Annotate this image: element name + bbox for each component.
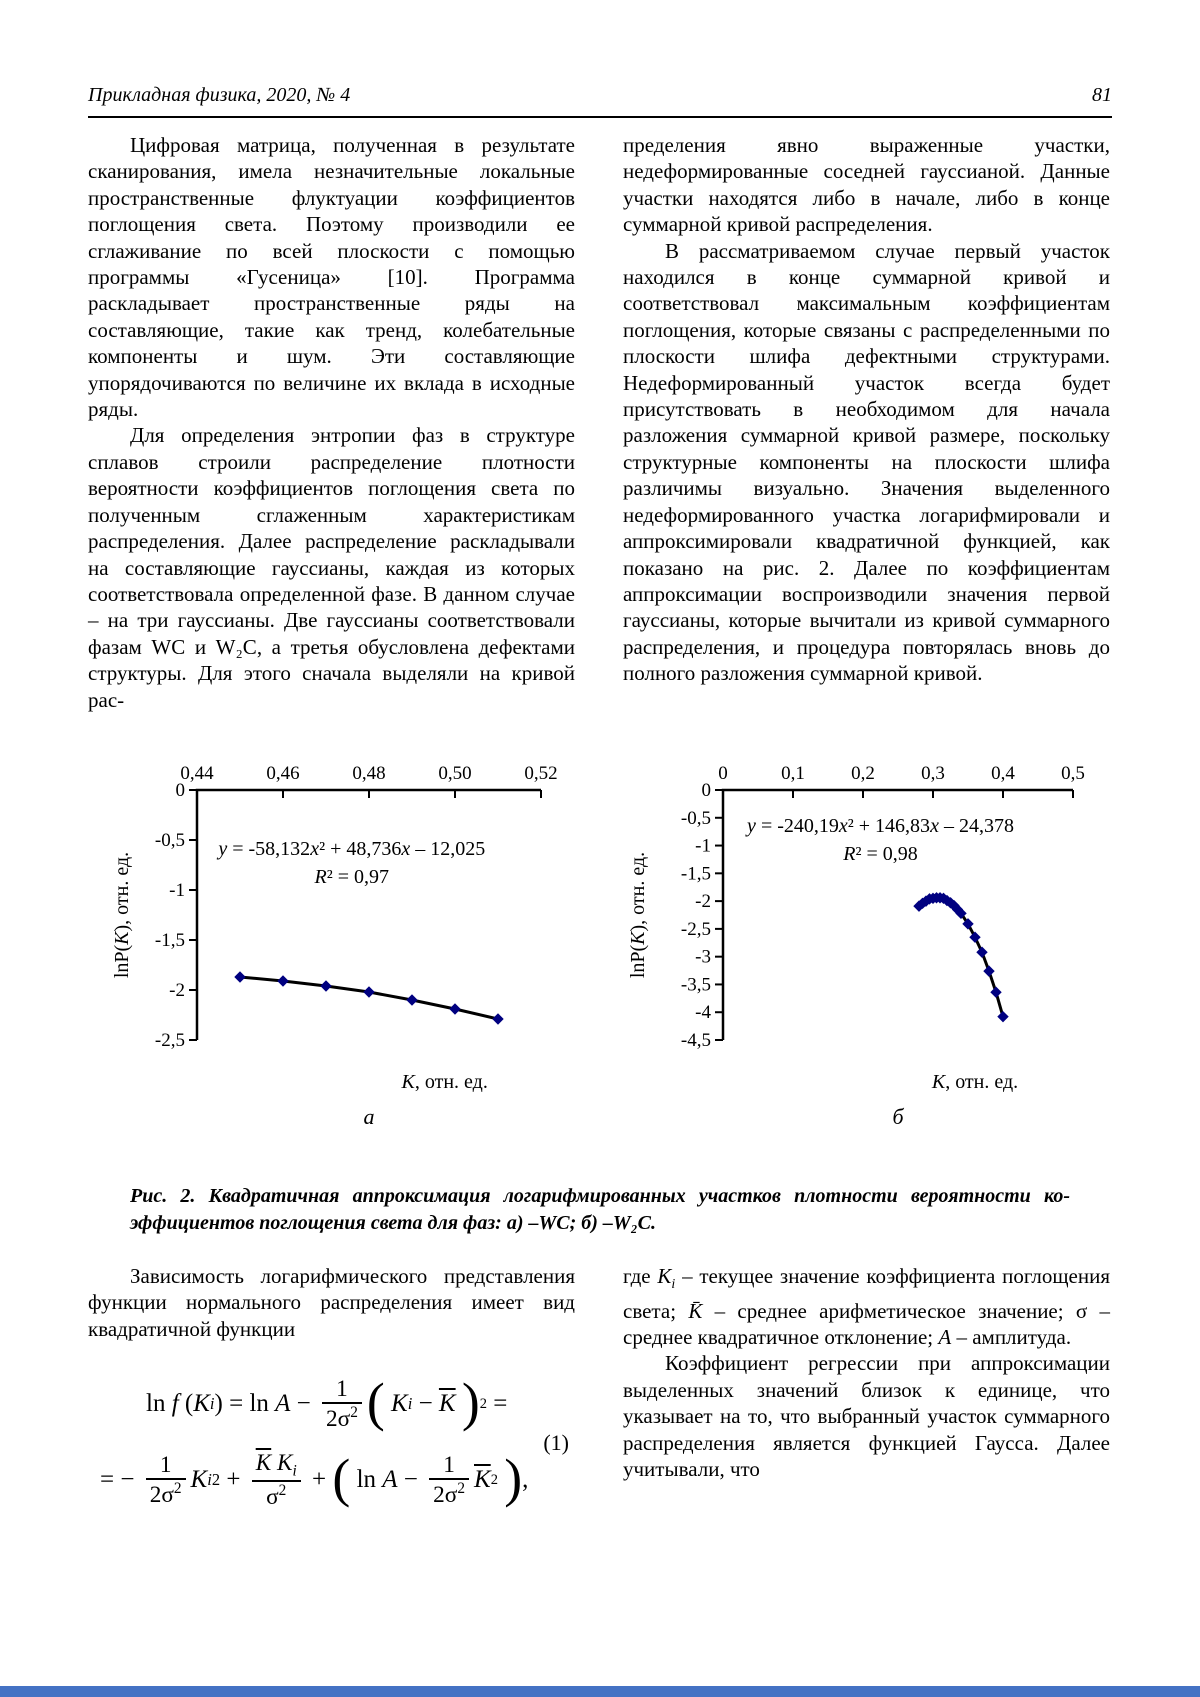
svg-text:0: 0 <box>701 779 711 801</box>
figure-2-panels <box>0 735 1200 1165</box>
svg-text:-1,5: -1,5 <box>680 863 711 885</box>
svg-text:0,48: 0,48 <box>352 762 386 784</box>
svg-text:а: а <box>363 1103 375 1129</box>
svg-text:б: б <box>892 1103 904 1129</box>
svg-text:K, отн. ед.: K, отн. ед. <box>401 1070 488 1093</box>
svg-text:0,50: 0,50 <box>438 762 472 784</box>
left-column <box>88 132 575 713</box>
svg-text:-0,5: -0,5 <box>680 807 711 829</box>
equation-line-1: ln f ( K i ) = ln A − $\frac{1}{2\sigma^2}$ ( K i − $\overline{K}$ ) 2 = <box>146 1372 508 1433</box>
paragraph: Зависимость логарифмического представления функции нормального распределения имеет вид квадратичной функции <box>88 1263 575 1341</box>
svg-text:K, отн. ед.: K, отн. ед. <box>931 1070 1019 1093</box>
chart-b-svg <box>618 735 1098 1165</box>
equation-number: (1) <box>543 1429 569 1455</box>
right-column-bottom <box>623 1263 1110 1510</box>
svg-text:-1,5: -1,5 <box>154 929 185 951</box>
paragraph: В рассматриваемом случае первый участок находился в конце суммарной кривой и соответствовал максимальным коэффициентам поглощения, которые связаны с распределенными по плоскости шлифа дефектными структурами. Недеформированный участок всегда будет присутствовать в необходимом для начала разложения суммарной кривой размере, поскольку структурные компоненты на плоскости шлифа различимы визуально. Значения выделенного недеформированного участка логарифмировали и аппроксимировали квадратичной функцией, как показано на рис. 2. Далее по коэффициентам аппроксимации воспроизводили значения первой гауссианы, которые вычитали из кривой суммарного распределения, и процедура повторялась вновь до полного разложения суммарной кривой. <box>623 238 1110 686</box>
svg-text:0,46: 0,46 <box>266 762 300 784</box>
figure-caption-line1: Рис. 2. Квадратичная аппроксимация логарифмированных участков плотности вероятности ко- <box>130 1184 1070 1207</box>
paragraph: Коэффициент регрессии при аппроксимации выделенных значений близок к единице, что указывает на то, что выбранный участок суммарного распределения является функцией Гаусса. Далее учитывали, что <box>623 1351 1110 1481</box>
paragraph: Цифровая матрица, полученная в результате сканирования, имела незначительные локальные пространственные флуктуации коэффициентов поглощения света. Поэтому производили ее сглаживание по всей плоскости с помощью программы «Гусеница» [10]. Программа раскладывает пространственные ряды на составляющие, такие как тренд, колебательные компоненты и шум. Эти составляющие упорядочиваются по величине их вклада в исходные ряды. <box>88 133 575 422</box>
svg-text:0: 0 <box>175 779 185 801</box>
top-text-columns <box>88 132 1112 713</box>
paragraph: Для определения энтропии фаз в структуре сплавов строили распределение плотности вероятности коэффициентов поглощения света по полученным сглаженным характеристикам распределения. Далее распределение раскладывали на составляющие гауссианы, каждая из которых соответствовала определенной фазе. В данном случае – на три гауссианы. Две гауссианы соответствовали фазам WC и W₂C, а третья обусловлена дефектами структуры. Для этого сначала выделяли на кривой рас- <box>88 423 575 712</box>
svg-text:0,2: 0,2 <box>851 762 875 784</box>
equation-line-2: = − $\frac{1}{2\sigma^2}$ K i 2 + $\frac{\overline{K} K_i}{\sigma^2}$ + ( ln A − $\frac{1}{2\sigma^2}$ $\overline{K}$ 2 ) , <box>100 1447 529 1510</box>
svg-text:0,3: 0,3 <box>921 762 945 784</box>
svg-text:0,1: 0,1 <box>781 762 805 784</box>
svg-text:y = -58,132x² + 48,736x – 12,0: y = -58,132x² + 48,736x – 12,025 <box>218 837 486 860</box>
svg-text:0,5: 0,5 <box>1061 762 1085 784</box>
svg-text:y = -240,19x² + 146,83x – 24,3: y = -240,19x² + 146,83x – 24,378 <box>747 814 1014 837</box>
bottom-blue-bar <box>0 1686 1200 1697</box>
svg-text:lnP(K), отн. ед.: lnP(K), отн. ед. <box>111 851 133 979</box>
svg-text:lnP(K), отн. ед.: lnP(K), отн. ед. <box>627 851 649 979</box>
svg-text:R² = 0,97: R² = 0,97 <box>314 865 390 888</box>
equation-block <box>88 1372 575 1510</box>
svg-text:-3,5: -3,5 <box>680 974 711 996</box>
paragraph: где $K_i$ – текущее значение коэффициента поглощения света; K̄ – среднее арифметическое значение; σ – среднее квадратичное отклонение; A – амплитуда. <box>623 1263 1111 1349</box>
journal-title: Прикладная физика, 2020, № 4 <box>88 84 351 106</box>
svg-text:-1: -1 <box>695 835 711 857</box>
svg-text:-3: -3 <box>695 946 711 968</box>
svg-text:-4: -4 <box>695 1002 711 1024</box>
svg-text:-1: -1 <box>169 879 185 901</box>
svg-text:-2,5: -2,5 <box>154 1029 185 1051</box>
svg-text:-0,5: -0,5 <box>154 829 185 851</box>
page-number: 81 <box>1092 84 1112 106</box>
svg-text:0,44: 0,44 <box>180 762 214 784</box>
svg-text:-4,5: -4,5 <box>680 1029 711 1051</box>
figure-caption-line2: эффициентов поглощения света для фаз: а) –WC; б) –W₂C. <box>130 1211 657 1234</box>
page-header <box>88 84 1112 118</box>
svg-text:-2: -2 <box>169 979 185 1001</box>
svg-text:-2,5: -2,5 <box>680 918 711 940</box>
svg-text:0,52: 0,52 <box>524 762 558 784</box>
right-column <box>623 132 1110 713</box>
svg-text:0: 0 <box>718 762 728 784</box>
chart-a-svg <box>102 735 572 1165</box>
svg-text:R² = 0,98: R² = 0,98 <box>843 842 918 865</box>
bottom-text-columns <box>88 1263 1112 1510</box>
svg-text:0,4: 0,4 <box>991 762 1015 784</box>
svg-text:-2: -2 <box>695 891 711 913</box>
paragraph: пределения явно выраженные участки, недеформированные соседней гауссианой. Данные участки находятся либо в начале, либо в конце суммарной кривой распределения. <box>623 133 1110 237</box>
figure-caption <box>130 1183 1070 1237</box>
left-column-bottom <box>88 1263 575 1510</box>
